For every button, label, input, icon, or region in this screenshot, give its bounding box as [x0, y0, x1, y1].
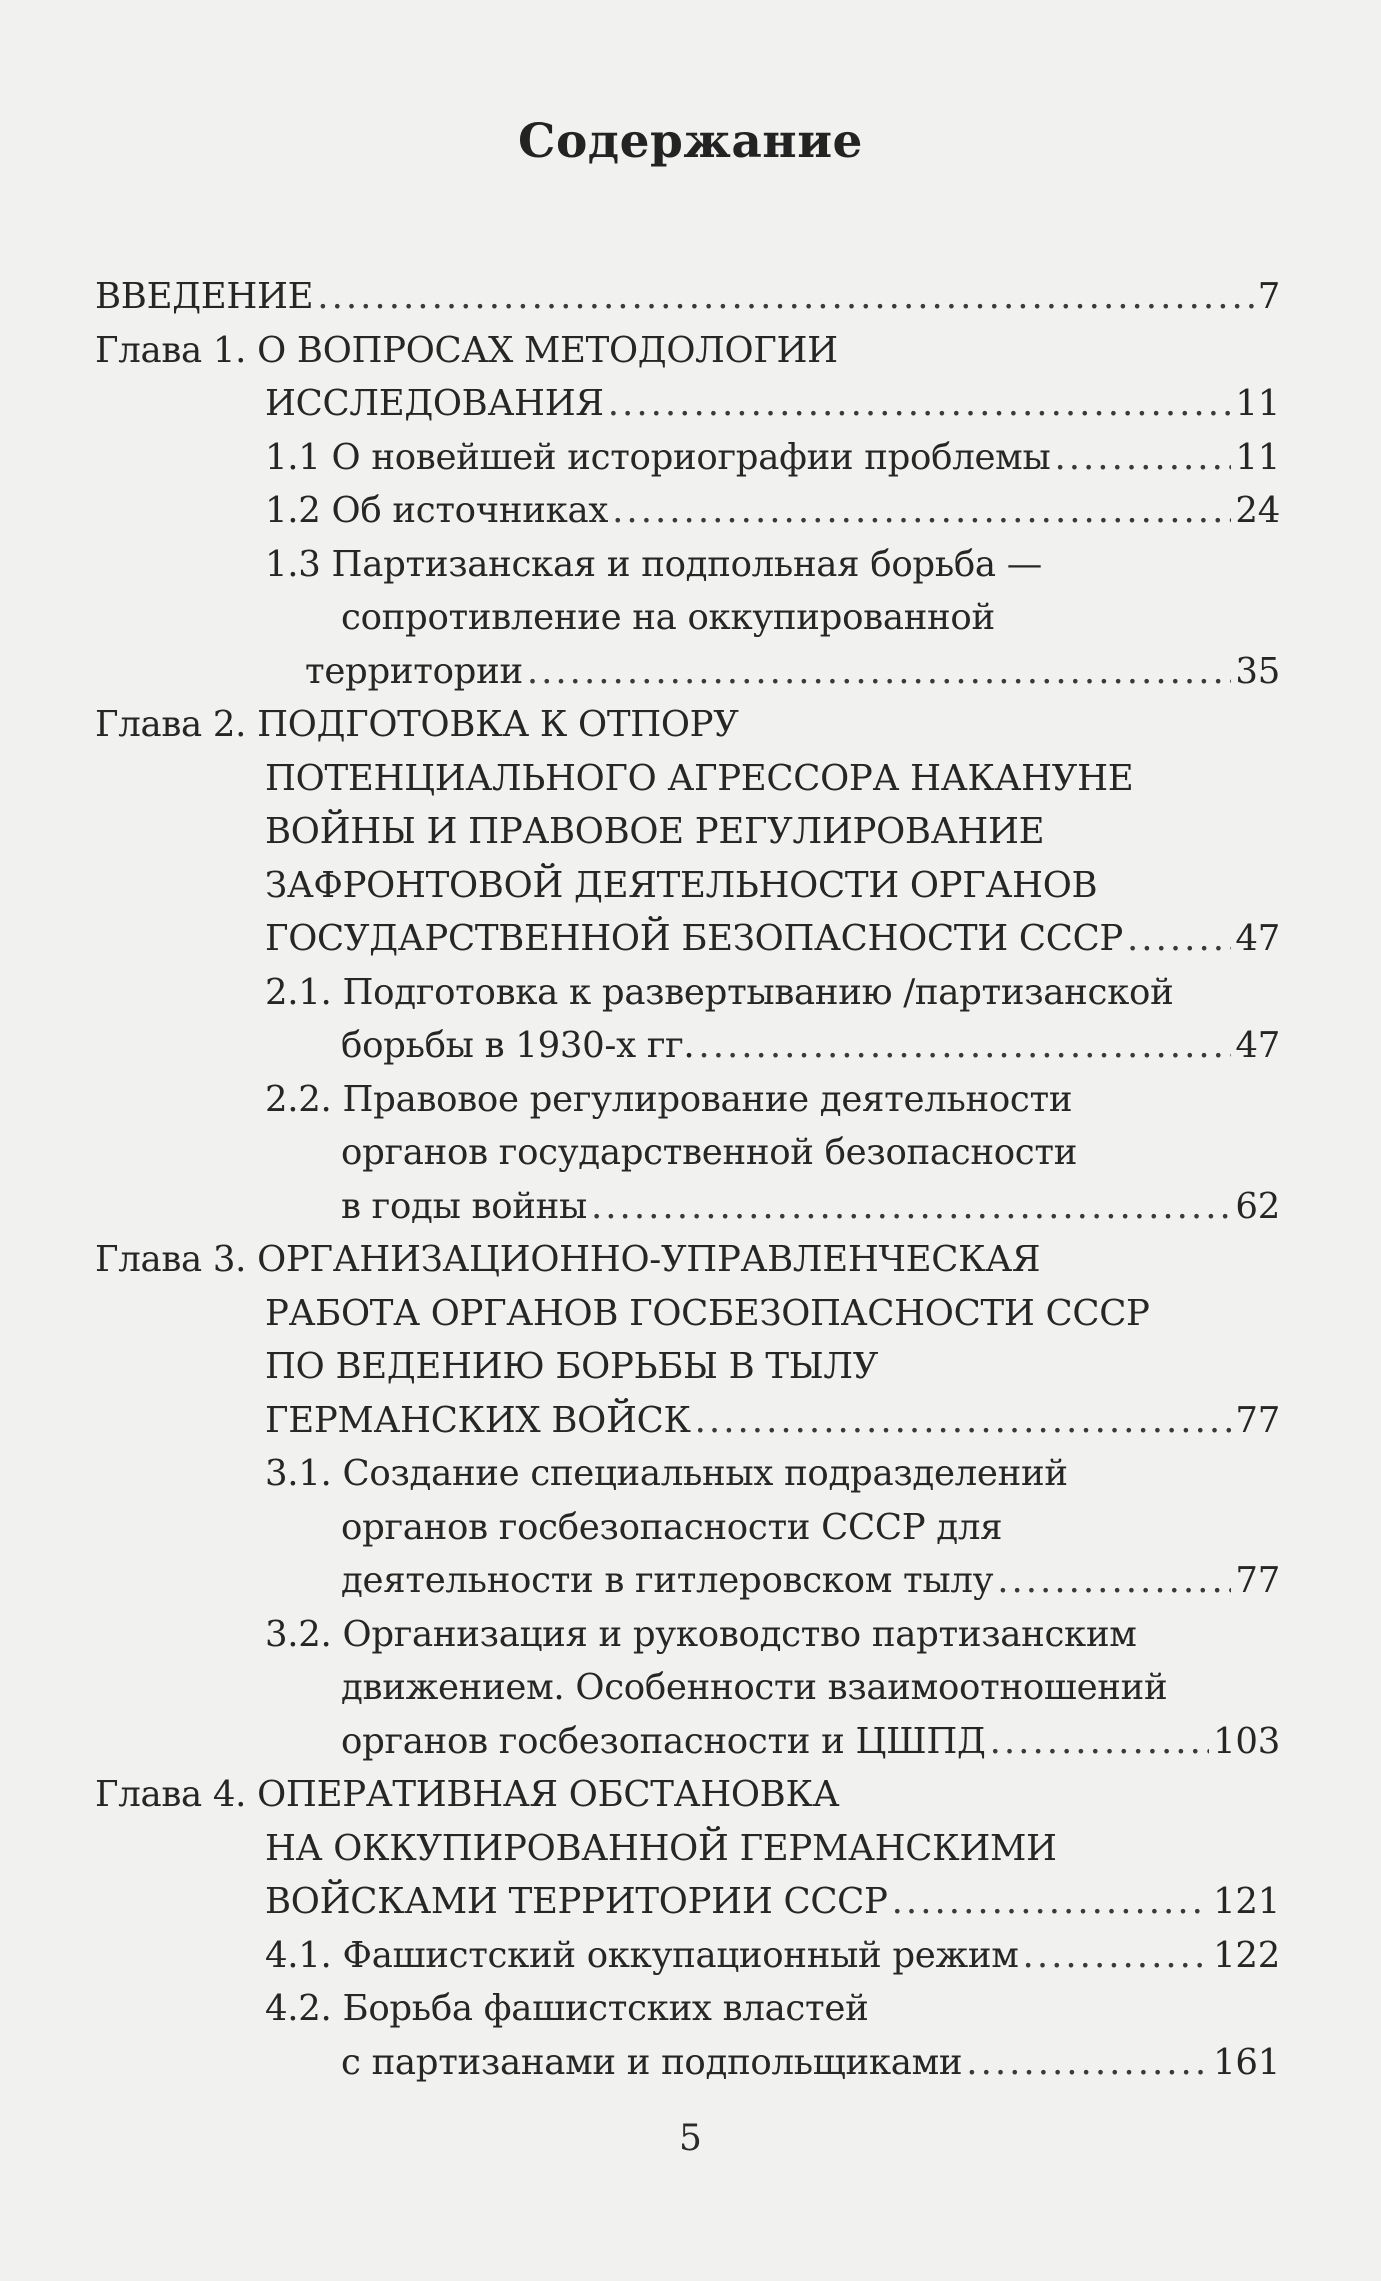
chapter-heading: Глава 3. ОРГАНИЗАЦИОННО-УПРАВЛЕНЧЕСКАЯ	[95, 1239, 1041, 1280]
toc-section-2-2	[95, 1073, 1280, 1234]
section-heading: 1.3 Партизанская и подпольная борьба —	[265, 543, 1042, 585]
dot-leader	[612, 484, 1231, 538]
chapter-heading-continued: ГОСУДАРСТВЕННОЙ БЕЗОПАСНОСТИ СССР	[265, 918, 1124, 959]
toc-page-number: 62	[1235, 1185, 1280, 1227]
chapter-heading-continued: ВОЙНЫ И ПРАВОВОЕ РЕГУЛИРОВАНИЕ	[265, 811, 1045, 852]
dot-leader	[1127, 912, 1231, 966]
toc-page-number: 103	[1213, 1720, 1280, 1762]
toc-page-number: 121	[1213, 1881, 1280, 1922]
toc-chapter-1	[95, 324, 1280, 431]
toc-page-number: 11	[1235, 383, 1280, 424]
toc-section-3-2	[95, 1608, 1280, 1769]
section-heading-continued: органов госбезопасности СССР для	[341, 1506, 1003, 1548]
toc-page-number: 47	[1235, 1025, 1280, 1066]
dot-leader	[527, 645, 1232, 699]
chapter-heading: Глава 4. ОПЕРАТИВНАЯ ОБСТАНОВКА	[95, 1774, 840, 1815]
toc-page-number: 77	[1235, 1560, 1280, 1601]
dot-leader	[591, 1180, 1231, 1234]
toc-page-number: 77	[1235, 1399, 1280, 1441]
dot-leader	[1054, 431, 1231, 485]
section-heading-continued: борьбы в 1930-х гг.	[341, 1025, 695, 1066]
section-heading: 4.1. Фашистский оккупационный режим	[265, 1934, 1019, 1976]
dot-leader	[990, 1715, 1210, 1769]
dot-leader	[317, 270, 1253, 324]
toc-page-number: 7	[1257, 276, 1280, 317]
toc-chapter-4	[95, 1768, 1280, 1929]
section-heading: 2.2. Правовое регулирование деятельности	[265, 1078, 1073, 1120]
section-heading-continued: сопротивление на оккупированной	[341, 597, 995, 638]
dot-leader	[966, 2036, 1209, 2090]
chapter-heading: Глава 2. ПОДГОТОВКА К ОТПОРУ	[95, 704, 739, 745]
table-of-contents	[95, 270, 1280, 2089]
page-title: Содержание	[518, 114, 863, 169]
toc-section-1-3	[95, 538, 1280, 699]
section-heading-continued: органов государственной безопасности	[341, 1132, 1078, 1173]
page-number: 5	[679, 2118, 702, 2159]
section-heading: 3.1. Создание специальных подразделений	[265, 1453, 1068, 1494]
dot-leader	[698, 1019, 1231, 1073]
section-heading: 4.2. Борьба фашистских властей	[265, 1988, 869, 2029]
toc-page-number: 11	[1235, 436, 1280, 478]
toc-chapter-3	[95, 1233, 1280, 1447]
section-heading: 3.2. Организация и руководство партизанским	[265, 1613, 1137, 1655]
chapter-heading-continued: ВОЙСКАМИ ТЕРРИТОРИИ СССР	[265, 1881, 888, 1922]
chapter-heading-continued: ИССЛЕДОВАНИЯ	[265, 383, 604, 424]
section-heading: 1.1 О новейшей историографии проблемы	[265, 436, 1051, 478]
toc-entry-intro	[95, 270, 1280, 324]
section-heading-continued: движением. Особенности взаимоотношений	[341, 1667, 1168, 1708]
toc-section-3-1	[95, 1447, 1280, 1608]
toc-entry-text: ВВЕДЕНИЕ	[95, 276, 314, 317]
dot-leader	[608, 377, 1232, 431]
dot-leader	[997, 1554, 1231, 1608]
toc-section-2-1	[95, 966, 1280, 1073]
toc-section-1-2	[95, 484, 1280, 538]
dot-leader	[892, 1875, 1210, 1929]
toc-section-4-1	[95, 1929, 1280, 1983]
section-heading: 1.2 Об источниках	[265, 490, 609, 531]
chapter-heading-continued: ПОТЕНЦИАЛЬНОГО АГРЕССОРА НАКАНУНЕ	[265, 757, 1134, 799]
toc-page-number: 24	[1235, 490, 1280, 531]
section-heading-continued: территории	[305, 650, 523, 692]
chapter-heading-continued: ПО ВЕДЕНИЮ БОРЬБЫ В ТЫЛУ	[265, 1346, 879, 1387]
toc-page-number: 47	[1235, 918, 1280, 959]
toc-page-number: 161	[1213, 2041, 1280, 2083]
toc-section-4-2	[95, 1982, 1280, 2089]
chapter-heading-continued: РАБОТА ОРГАНОВ ГОСБЕЗОПАСНОСТИ СССР	[265, 1292, 1150, 1334]
section-heading: 2.1. Подготовка к развертыванию /партизанской	[265, 971, 1174, 1013]
chapter-heading: Глава 1. О ВОПРОСАХ МЕТОДОЛОГИИ	[95, 329, 838, 371]
section-heading-continued: в годы войны	[341, 1185, 587, 1227]
toc-page-number: 35	[1235, 650, 1280, 692]
toc-page-number: 122	[1213, 1934, 1280, 1976]
toc-section-1-1	[95, 431, 1280, 485]
section-heading-continued: деятельности в гитлеровском тылу	[341, 1560, 994, 1601]
chapter-heading-continued: НА ОККУПИРОВАННОЙ ГЕРМАНСКИМИ	[265, 1827, 1057, 1869]
toc-chapter-2	[95, 698, 1280, 966]
chapter-heading-continued: ЗАФРОНТОВОЙ ДЕЯТЕЛЬНОСТИ ОРГАНОВ	[265, 864, 1098, 906]
section-heading-continued: органов госбезопасности и ЦШПД	[341, 1720, 986, 1762]
section-heading-continued: с партизанами и подпольщиками	[341, 2041, 963, 2083]
dot-leader	[1023, 1929, 1210, 1983]
chapter-heading-continued: ГЕРМАНСКИХ ВОЙСК	[265, 1399, 691, 1441]
dot-leader	[695, 1394, 1232, 1448]
